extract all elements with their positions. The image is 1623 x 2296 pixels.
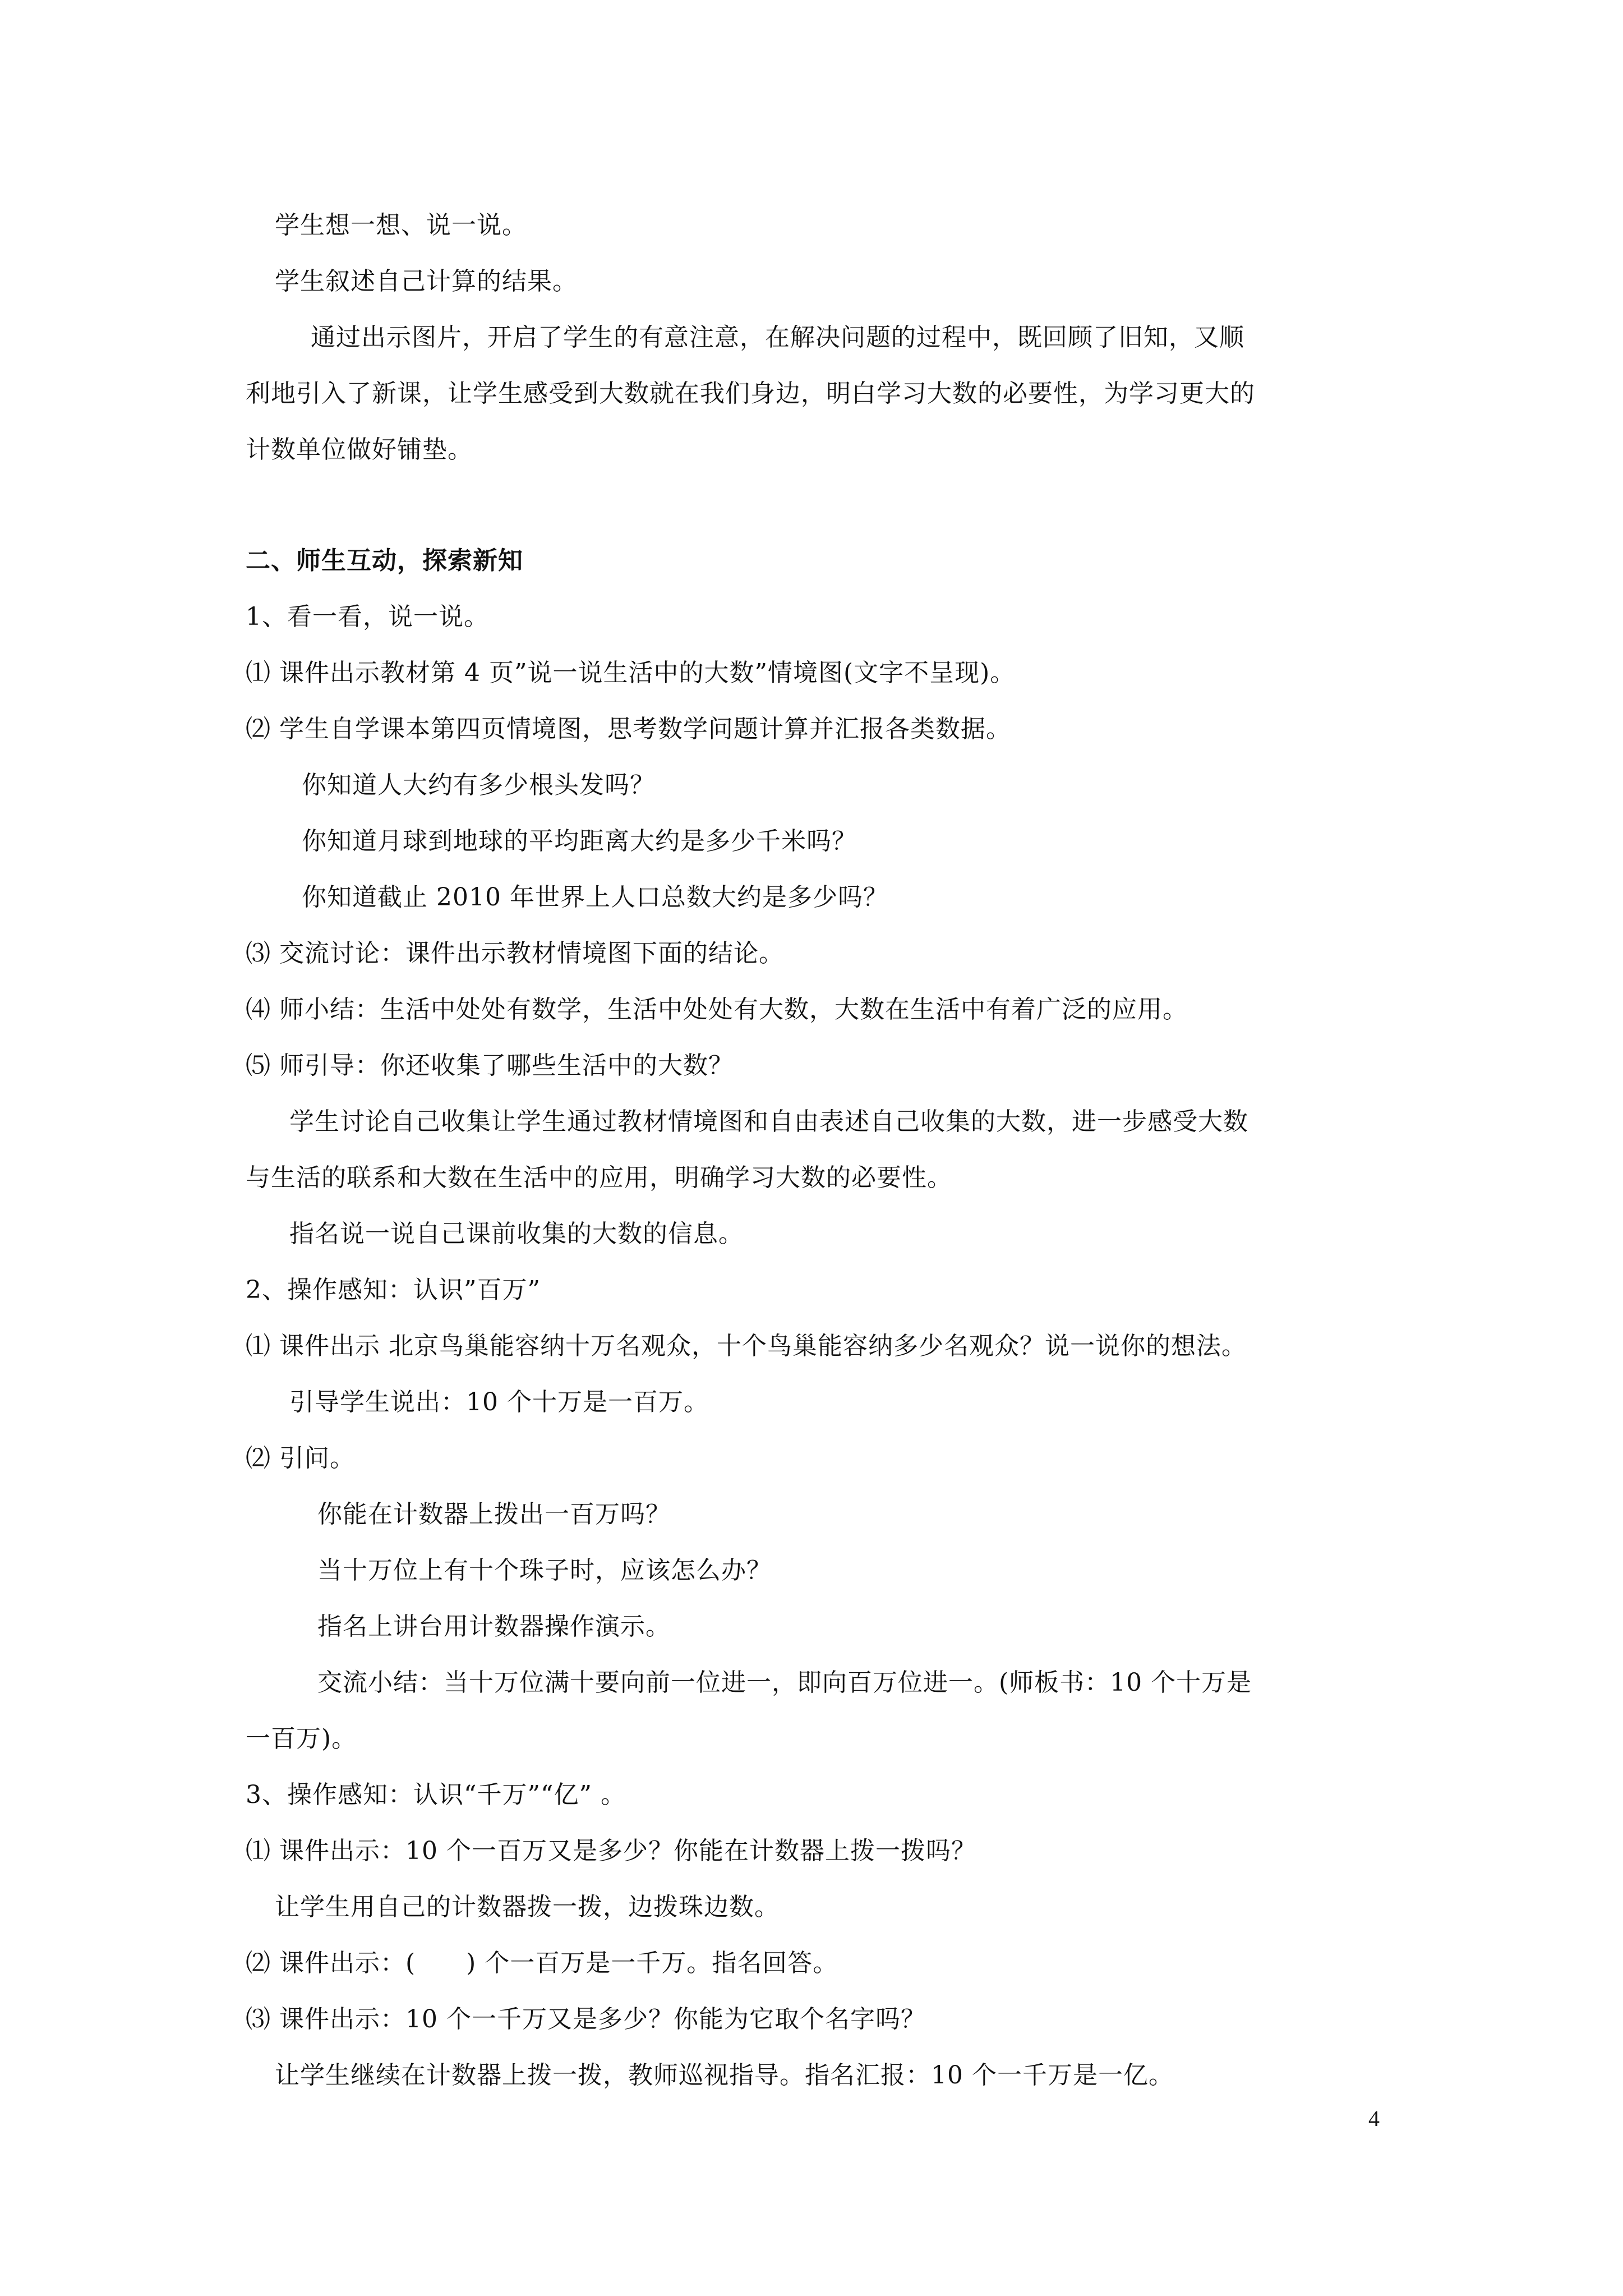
numbered-item: ⑷ 师小结：生活中处处有数学，生活中处处有大数，大数在生活中有着广泛的应用。 bbox=[246, 995, 1188, 1024]
question-line: 当十万位上有十个珠子时，应该怎么办？ bbox=[317, 1556, 772, 1585]
paragraph-line: 引导学生说出：10 个十万是一百万。 bbox=[289, 1388, 709, 1416]
paragraph-line: 与生活的联系和大数在生活中的应用，明确学习大数的必要性。 bbox=[246, 1163, 952, 1192]
numbered-item: ⑵ 学生自学课本第四页情境图，思考数学问题计算并汇报各类数据。 bbox=[246, 715, 1011, 743]
numbered-item: ⑴ 课件出示教材第 4 页”说一说生活中的大数”情境图(文字不呈现)。 bbox=[246, 659, 1016, 687]
paragraph-line: 利地引入了新课，让学生感受到大数就在我们身边，明白学习大数的必要性，为学习更大的 bbox=[246, 379, 1255, 408]
subheading: 3、操作感知：认识“千万”“亿” 。 bbox=[246, 1780, 626, 1809]
paragraph-line: 让学生继续在计数器上拨一拨，教师巡视指导。指名汇报：10 个一千万是一亿。 bbox=[275, 2061, 1174, 2090]
section-heading: 二、师生互动，探索新知 bbox=[246, 546, 523, 575]
question-line: 你知道月球到地球的平均距离大约是多少千米吗？ bbox=[302, 827, 857, 855]
numbered-item: ⑴ 课件出示 北京鸟巢能容纳十万名观众，十个鸟巢能容纳多少名观众？说一说你的想法。 bbox=[246, 1332, 1247, 1360]
paragraph-line: 交流小结：当十万位满十要向前一位进一，即向百万位进一。(师板书：10 个十万是 bbox=[317, 1668, 1252, 1697]
question-line: 你知道截止 2010 年世界上人口总数大约是多少吗？ bbox=[302, 883, 888, 912]
paragraph-line: 指名上讲台用计数器操作演示。 bbox=[317, 1612, 671, 1641]
paragraph-line: 通过出示图片，开启了学生的有意注意，在解决问题的过程中，既回顾了旧知，又顺 bbox=[311, 323, 1244, 352]
numbered-item: ⑵ 课件出示：( ) 个一百万是一千万。指名回答。 bbox=[246, 1949, 838, 1977]
paragraph-line: 学生讨论自己收集让学生通过教材情境图和自由表述自己收集的大数，进一步感受大数 bbox=[289, 1107, 1248, 1136]
numbered-item: ⑵ 引问。 bbox=[246, 1444, 355, 1473]
subheading: 1、看一看，说一说。 bbox=[246, 602, 489, 631]
paragraph-line: 一百万)。 bbox=[246, 1724, 357, 1753]
numbered-item: ⑶ 交流讨论：课件出示教材情境图下面的结论。 bbox=[246, 939, 784, 968]
numbered-item: ⑶ 课件出示：10 个一千万又是多少？你能为它取个名字吗？ bbox=[246, 2005, 926, 2033]
subheading: 2、操作感知：认识”百万” bbox=[246, 1276, 541, 1304]
paragraph-line: 指名说一说自己课前收集的大数的信息。 bbox=[289, 1220, 744, 1248]
paragraph-line: 让学生用自己的计数器拨一拨，边拨珠边数。 bbox=[275, 1893, 780, 1921]
paragraph-line: 学生叙述自己计算的结果。 bbox=[275, 267, 578, 296]
numbered-item: ⑸ 师引导：你还收集了哪些生活中的大数？ bbox=[246, 1051, 734, 1080]
page-number: 4 bbox=[1368, 2106, 1380, 2131]
question-line: 你知道人大约有多少根头发吗？ bbox=[302, 771, 655, 799]
paragraph-line: 计数单位做好铺垫。 bbox=[246, 435, 473, 464]
paragraph-line: 学生想一想、说一说。 bbox=[275, 211, 527, 240]
question-line: 你能在计数器上拨出一百万吗？ bbox=[317, 1500, 671, 1529]
numbered-item: ⑴ 课件出示：10 个一百万又是多少？你能在计数器上拨一拨吗？ bbox=[246, 1837, 976, 1865]
